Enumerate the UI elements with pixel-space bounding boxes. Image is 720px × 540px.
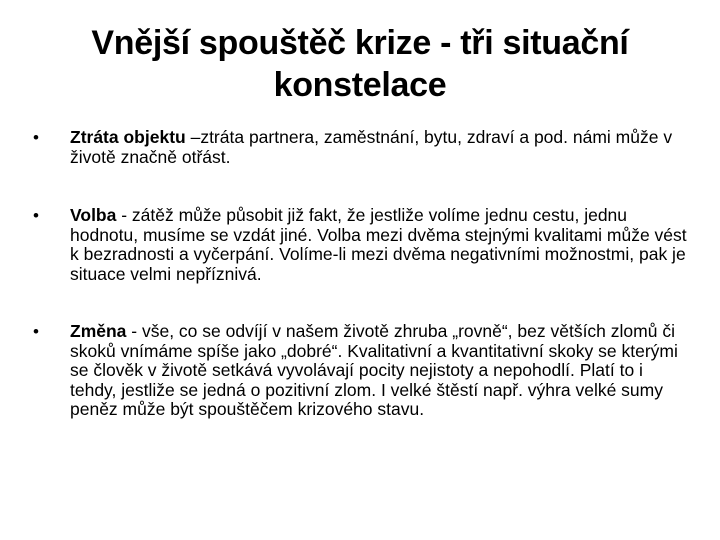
- bullet-item-volba: [33, 206, 693, 284]
- bullet-lead: Volba: [70, 205, 117, 225]
- bullet-body: - vše, co se odvíjí v našem životě zhruba „rovně“, bez větších zlomů či skoků vnímáme spíše jako „dobré“. Kvalitativní a kvantitativní skoky se kterými se člověk v životě setkává vyvolávají pocity nejistoty a nepohodlí. Platí to i tehdy, jestliže se jedná o pozitivní zlom. I velké štěstí např. výhra velké sumy peněz může být spouštěčem krizového stavu.: [70, 321, 678, 419]
- bullet-body: –ztráta partnera, zaměstnání, bytu, zdraví a pod. námi může v životě značně otřást.: [70, 127, 673, 167]
- bullet-text: [70, 128, 693, 167]
- bullet-dot-icon: •: [33, 206, 39, 225]
- bullet-item-zmena: [33, 322, 693, 420]
- slide-title: [60, 22, 660, 106]
- bullet-text: [70, 322, 693, 420]
- bullet-list: [33, 128, 693, 420]
- bullet-text: [70, 206, 693, 284]
- bullet-lead: Změna: [70, 321, 127, 341]
- bullet-dot-icon: •: [33, 322, 39, 341]
- bullet-dot-icon: •: [33, 128, 39, 147]
- slide-title-line-1: Vnější spouštěč krize - tři situační: [91, 24, 629, 62]
- bullet-item-ztrata-objektu: [33, 128, 693, 167]
- bullet-body: - zátěž může působit již fakt, že jestliže volíme jednu cestu, jednu hodnotu, musíme se vzdát jiné. Volba mezi dvěma stejnými kvalitami může vést k bezradnosti a vyčerpání. Volíme-li mezi dvěma negativními možnostmi, pak je situace velmi nepříznivá.: [70, 205, 687, 284]
- slide-title-line-2: konstelace: [273, 66, 447, 104]
- bullet-lead: Ztráta objektu: [70, 127, 186, 147]
